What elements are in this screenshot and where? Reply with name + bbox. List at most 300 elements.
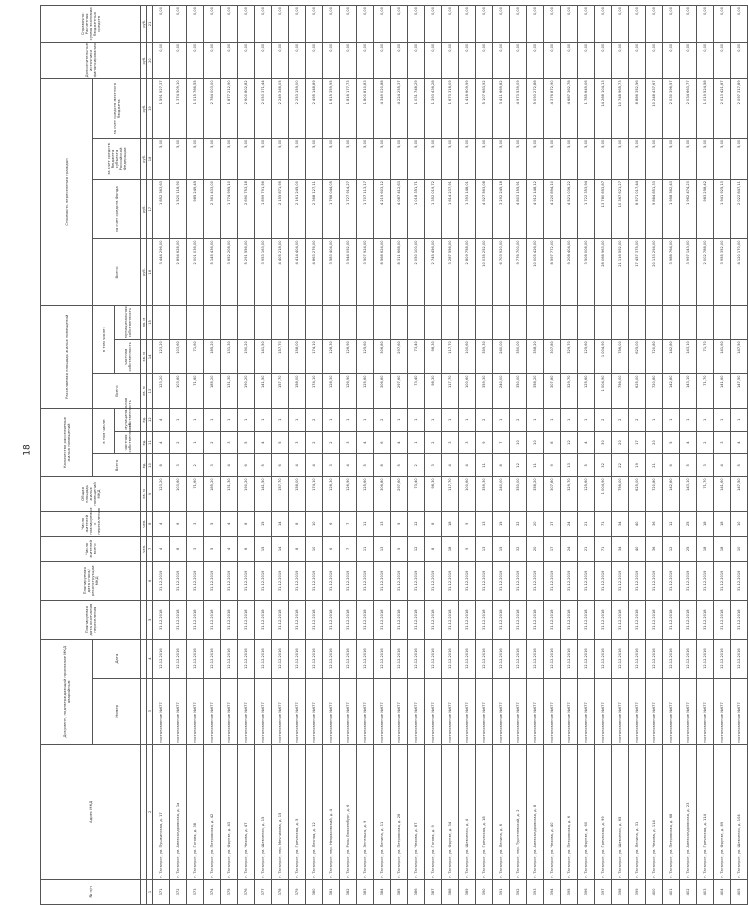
cell-fund: 4 927 563,08	[476, 180, 493, 239]
cell-ref: 0,00	[561, 6, 578, 43]
unit-m2: кв. м	[141, 305, 147, 339]
cell-addr: г. Таганрог, пер. Тургеневский, д. 2	[510, 744, 527, 879]
cell-dem: 31.12.2019	[272, 561, 289, 600]
cell-brf: 5,00	[425, 138, 442, 179]
cell-res: 3	[187, 536, 204, 561]
cell-no: постановление №677	[476, 678, 493, 744]
cell-dem: 31.12.2019	[170, 561, 187, 600]
cell-tot: 3 287 556,00	[442, 239, 459, 305]
cell-ex: 0,00	[221, 42, 238, 79]
cell-end: 31.12.2018	[646, 600, 663, 639]
cell-rp: 6	[323, 511, 340, 536]
cell-addr: г. Таганрог, ул. Фрунзе, д. 89	[714, 744, 731, 879]
cell-empty	[714, 305, 731, 339]
cell-bl: 5 107 683,92	[476, 79, 493, 138]
cell-pr: 20	[646, 431, 663, 454]
cell-rp: 18	[714, 511, 731, 536]
cell-area: 147,50	[731, 477, 748, 511]
table-row	[374, 6, 391, 905]
cell-date: 12.12.2016	[476, 639, 493, 678]
cell-ex: 0,00	[714, 42, 731, 79]
cell-mu: 1	[680, 408, 697, 431]
cell-no: постановление №677	[459, 678, 476, 744]
cell-date: 12.12.2016	[187, 639, 204, 678]
cell-no: постановление №677	[391, 678, 408, 744]
table-row	[408, 6, 425, 905]
cell-bl: 1 816 177,73	[340, 79, 357, 138]
cell-empty	[374, 305, 391, 339]
cell-date: 12.12.2016	[153, 639, 170, 678]
cell-empty	[663, 305, 680, 339]
cell-cnt: 8	[153, 454, 170, 477]
cell-no: постановление №677	[697, 678, 714, 744]
cell-empty	[289, 305, 306, 339]
cell-fund: 8 571 017,44	[629, 180, 646, 239]
cell-empty	[493, 305, 510, 339]
header-area-private: частная собственность	[115, 340, 141, 374]
header-area-municipal: муниципальная собственность	[115, 305, 141, 339]
cell-fund: 2 361 433,00	[204, 180, 221, 239]
cell-ex: 0,00	[731, 42, 748, 79]
cell-dem: 31.12.2019	[544, 561, 561, 600]
unit-rub: руб.	[141, 79, 147, 138]
table-row	[595, 6, 612, 905]
cell-rp: 36	[646, 511, 663, 536]
cell-pr: 1	[408, 431, 425, 454]
cell-rp: 10	[731, 511, 748, 536]
cell-tot: 4 120 170,00	[731, 239, 748, 305]
cell-mu: 1	[714, 408, 731, 431]
table-row	[697, 6, 714, 905]
cell-brf: 5,00	[391, 138, 408, 179]
cell-bl: 1 416 609,99	[459, 79, 476, 138]
cell-date: 12.12.2016	[289, 639, 306, 678]
cell-brf: 5,00	[561, 138, 578, 179]
header-plan-date: Планируемая дата окончания переселения	[41, 600, 141, 639]
cell-res: 40	[629, 536, 646, 561]
cell-date: 12.12.2016	[731, 639, 748, 678]
cell-addr: г. Таганрог, ул. Фрунзе, д. 43	[221, 744, 238, 879]
cell-area: 142,80	[663, 477, 680, 511]
cell-ar: 1 004,90	[595, 374, 612, 408]
column-index-cell: 1	[147, 879, 153, 904]
cell-addr: г. Таганрог, ул. Александровская, д. 23	[680, 744, 697, 879]
cell-area: 125,60	[578, 477, 595, 511]
cell-ar: 126,90	[340, 374, 357, 408]
cell-mu: 2	[612, 408, 629, 431]
cell-rp: 15	[255, 511, 272, 536]
cell-date: 12.12.2016	[221, 639, 238, 678]
cell-pr: 2	[425, 431, 442, 454]
cell-n: 376	[238, 879, 255, 904]
cell-rp: 32	[510, 511, 527, 536]
rotated-table-sheet	[40, 0, 741, 905]
cell-end: 31.12.2018	[153, 600, 170, 639]
cell-tot: 4 414 404,00	[289, 239, 306, 305]
cell-empty	[187, 305, 204, 339]
cell-area: 358,20	[527, 477, 544, 511]
cell-dem: 31.12.2019	[646, 561, 663, 600]
cell-area: 359,30	[476, 477, 493, 511]
table-row	[731, 6, 748, 905]
cell-bl: 2 030 396,57	[663, 79, 680, 138]
cell-pr: 5	[238, 431, 255, 454]
cell-fund: 1 393 148,01	[459, 180, 476, 239]
cell-dem: 31.12.2019	[697, 561, 714, 600]
header-budget-rf: за счет средств бюджета субъекта Российской Федерации	[93, 138, 141, 179]
cell-end: 31.12.2018	[204, 600, 221, 639]
cell-dem: 31.12.2019	[629, 561, 646, 600]
cell-ar: 359,30	[476, 374, 493, 408]
cell-ex: 0,00	[663, 42, 680, 79]
cell-pr: 5	[272, 431, 289, 454]
cell-bl: 1 673 318,09	[442, 79, 459, 138]
cell-date: 12.12.2016	[204, 639, 221, 678]
unit-m2: кв. м	[141, 374, 147, 408]
cell-addr: г. Таганрог, ул. Шевченко, д. 65	[612, 744, 629, 879]
cell-cnt: 5	[357, 454, 374, 477]
cell-no: постановление №677	[714, 678, 731, 744]
cell-bl: 2 253 159,00	[289, 79, 306, 138]
cell-pr: 2	[306, 431, 323, 454]
cell-ar: 1 004,90	[595, 340, 612, 374]
cell-no: постановление №677	[493, 678, 510, 744]
cell-empty	[306, 305, 323, 339]
table-row	[323, 6, 340, 905]
cell-tot: 10 035 252,00	[476, 239, 493, 305]
cell-no: постановление №677	[204, 678, 221, 744]
cell-brf: 5,00	[663, 138, 680, 179]
cell-cnt: 8	[493, 454, 510, 477]
cell-ar: 720,80	[646, 340, 663, 374]
cell-bl: 1 785 649,06	[578, 79, 595, 138]
column-index-cell: 12	[147, 408, 153, 431]
cell-fund: 4 087 412,63	[391, 180, 408, 239]
cell-empty	[238, 305, 255, 339]
cell-dem: 31.12.2019	[408, 561, 425, 600]
cell-ar: 142,80	[663, 340, 680, 374]
cell-mu: 2	[595, 408, 612, 431]
cell-ar: 147,50	[731, 374, 748, 408]
cell-area: 157,70	[272, 477, 289, 511]
cell-date: 12.12.2016	[391, 639, 408, 678]
cell-dem: 31.12.2019	[595, 561, 612, 600]
cell-date: 12.12.2016	[714, 639, 731, 678]
cell-empty	[323, 305, 340, 339]
cell-rp: 71	[595, 511, 612, 536]
cell-fund: 9 884 851,33	[646, 180, 663, 239]
cell-rp: 21	[578, 511, 595, 536]
cell-dem: 31.12.2019	[289, 561, 306, 600]
cell-no: постановление №677	[561, 678, 578, 744]
cell-area: 756,00	[612, 477, 629, 511]
cell-pr: 6	[374, 431, 391, 454]
header-reference: Справочно: Расчетная сумма экономии бюджетных средств	[41, 6, 141, 43]
cell-no: постановление №677	[510, 678, 527, 744]
cell-n: 397	[595, 879, 612, 904]
cell-ar: 141,50	[255, 340, 272, 374]
cell-cnt: 4	[340, 454, 357, 477]
cell-no: постановление №677	[527, 678, 544, 744]
cell-ex: 0,00	[697, 42, 714, 79]
cell-dem: 31.12.2019	[374, 561, 391, 600]
cell-bl: 4 376 872,90	[544, 79, 561, 138]
cell-ar: 125,60	[357, 340, 374, 374]
cell-cnt: 2	[187, 454, 204, 477]
cell-pr: 2	[323, 431, 340, 454]
table-row	[255, 6, 272, 905]
cell-end: 31.12.2018	[340, 600, 357, 639]
cell-date: 12.12.2016	[255, 639, 272, 678]
cell-mu: 1	[391, 408, 408, 431]
cell-ar: 125,60	[357, 374, 374, 408]
cell-cnt: 5	[731, 454, 748, 477]
cell-pr: 8	[544, 431, 561, 454]
cell-ex: 0,00	[629, 42, 646, 79]
header-rooms-count: Количество расселяемых жилых помещений	[41, 408, 93, 477]
cell-ar: 73,40	[408, 340, 425, 374]
cell-end: 31.12.2018	[527, 600, 544, 639]
cell-mu: 1	[238, 408, 255, 431]
cell-n: 399	[629, 879, 646, 904]
column-index-cell: 10	[147, 454, 153, 477]
cell-ar: 143,10	[680, 374, 697, 408]
cell-brf: 5,00	[323, 138, 340, 179]
table-row	[544, 6, 561, 905]
cell-tot: 3 444 296,00	[153, 239, 170, 305]
cell-rp: 4	[153, 511, 170, 536]
cell-bl: 1 374 509,10	[170, 79, 187, 138]
cell-tot: 5 145 436,00	[204, 239, 221, 305]
cell-pr: 4	[578, 431, 595, 454]
cell-ref: 0,00	[204, 6, 221, 43]
cell-ref: 0,00	[476, 6, 493, 43]
cell-end: 31.12.2018	[612, 600, 629, 639]
cell-bl: 10 748 965,73	[612, 79, 629, 138]
unit-ed: ед.	[141, 408, 147, 431]
cell-end: 31.12.2018	[510, 600, 527, 639]
cell-fund: 1 768 044,05	[323, 180, 340, 239]
cell-dem: 31.12.2019	[425, 561, 442, 600]
cell-empty	[425, 305, 442, 339]
cell-mu: 1	[340, 408, 357, 431]
cell-dem: 31.12.2019	[238, 561, 255, 600]
cell-pr: 4	[391, 431, 408, 454]
cell-bl: 2 013 421,87	[714, 79, 731, 138]
cell-area: 185,20	[204, 477, 221, 511]
cell-rp: 13	[374, 511, 391, 536]
cell-tot: 5 291 556,00	[238, 239, 255, 305]
cell-rp: 12	[663, 511, 680, 536]
cell-rp: 3	[187, 511, 204, 536]
cell-no: постановление №677	[595, 678, 612, 744]
cell-mu: 1	[697, 408, 714, 431]
table-row	[272, 6, 289, 905]
column-index-cell: 16	[147, 239, 153, 305]
cell-cnt: 5	[255, 454, 272, 477]
cell-n: 378	[272, 879, 289, 904]
cell-brf: 5,00	[595, 138, 612, 179]
unit-ed: ед.	[141, 431, 147, 454]
cell-res: 4	[153, 536, 170, 561]
cell-ref: 0,00	[255, 6, 272, 43]
relocation-table	[40, 5, 748, 905]
cell-area: 71,70	[697, 477, 714, 511]
cell-date: 12.12.2016	[374, 639, 391, 678]
cell-bl: 1 015 786,55	[187, 79, 204, 138]
cell-end: 31.12.2018	[391, 600, 408, 639]
cell-ar: 100,60	[459, 374, 476, 408]
cell-res: 4	[221, 536, 238, 561]
cell-cnt: 4	[714, 454, 731, 477]
cell-mu: 1	[408, 408, 425, 431]
cell-rp: 7	[340, 511, 357, 536]
header-doc-date: Дата	[93, 639, 141, 678]
cell-ref: 0,00	[731, 6, 748, 43]
cell-ex: 0,00	[187, 42, 204, 79]
cell-pr: 20	[612, 431, 629, 454]
table-row	[646, 6, 663, 905]
header-area-relocate: Расселяемая площадь жилых помещений	[41, 305, 93, 408]
cell-end: 31.12.2018	[561, 600, 578, 639]
cell-pr: 2	[170, 431, 187, 454]
cell-n: 382	[340, 879, 357, 904]
cell-ar: 240,00	[493, 340, 510, 374]
cell-mu: 1	[561, 408, 578, 431]
cell-mu: 2	[306, 408, 323, 431]
cell-ar: 329,70	[561, 374, 578, 408]
cell-area: 71,60	[187, 477, 204, 511]
cell-res: 13	[374, 536, 391, 561]
cell-fund: 10 367 621,27	[612, 180, 629, 239]
cell-ex: 0,00	[442, 42, 459, 79]
cell-area: 141,60	[714, 477, 731, 511]
cell-dem: 31.12.2019	[680, 561, 697, 600]
cell-area: 240,00	[493, 477, 510, 511]
cell-n: 383	[357, 879, 374, 904]
column-index-cell: 14	[147, 340, 153, 374]
cell-dem: 31.12.2019	[714, 561, 731, 600]
cell-ex: 0,00	[408, 42, 425, 79]
cell-cnt: 12	[510, 454, 527, 477]
cell-dem: 31.12.2019	[493, 561, 510, 600]
cell-fund: 1 352 019,72	[425, 180, 442, 239]
cell-cnt: 5	[391, 454, 408, 477]
cell-ar: 71,60	[187, 340, 204, 374]
cell-brf: 5,00	[357, 138, 374, 179]
cell-end: 31.12.2018	[374, 600, 391, 639]
cell-no: постановление №677	[442, 678, 459, 744]
header-no: № п/п	[41, 879, 141, 904]
column-index-cell: 17	[147, 180, 153, 239]
cell-res: 12	[663, 536, 680, 561]
cell-empty	[442, 305, 459, 339]
cell-res: 8	[170, 536, 187, 561]
table-row	[578, 6, 595, 905]
cell-dem: 31.12.2019	[561, 561, 578, 600]
cell-mu: 2	[476, 408, 493, 431]
cell-empty	[544, 305, 561, 339]
cell-res: 36	[646, 536, 663, 561]
cell-ar: 720,80	[646, 374, 663, 408]
cell-tot: 8 311 668,00	[391, 239, 408, 305]
cell-pr: 30	[595, 431, 612, 454]
cell-brf: 5,00	[544, 138, 561, 179]
header-incl: в том числе:	[93, 408, 115, 454]
cell-ar: 157,70	[272, 340, 289, 374]
cell-empty	[408, 305, 425, 339]
cell-no: постановление №677	[408, 678, 425, 744]
cell-mu: 1	[442, 408, 459, 431]
cell-empty	[272, 305, 289, 339]
cell-empty	[612, 305, 629, 339]
cell-end: 31.12.2018	[187, 600, 204, 639]
cell-dem: 31.12.2019	[510, 561, 527, 600]
cell-fund: 4 219 603,12	[374, 180, 391, 239]
cell-rp: 8	[289, 511, 306, 536]
unit-rub: руб.	[141, 138, 147, 179]
cell-ar: 71,70	[697, 374, 714, 408]
header-extra: Дополнительные источники финансирования	[41, 42, 141, 79]
cell-ar: 125,60	[578, 374, 595, 408]
cell-no: постановление №677	[357, 678, 374, 744]
cell-ex: 0,00	[306, 42, 323, 79]
table-row	[153, 6, 170, 905]
cell-area: 117,70	[442, 477, 459, 511]
cell-empty	[731, 305, 748, 339]
cell-cnt: 3	[697, 454, 714, 477]
cell-empty	[391, 305, 408, 339]
unit-m2: кв. м	[141, 477, 147, 511]
cell-ref: 0,00	[442, 6, 459, 43]
cell-ex: 0,00	[544, 42, 561, 79]
cell-res: 18	[714, 536, 731, 561]
cell-end: 31.12.2018	[578, 600, 595, 639]
cell-mu: 1	[272, 408, 289, 431]
cell-rp: 5	[391, 511, 408, 536]
cell-brf: 5,00	[714, 138, 731, 179]
cell-res: 18	[442, 536, 459, 561]
cell-cnt: 4	[289, 454, 306, 477]
cell-date: 12.12.2016	[357, 639, 374, 678]
cell-ar: 158,00	[289, 340, 306, 374]
cell-area: 126,90	[340, 477, 357, 511]
cell-rp: 18	[442, 511, 459, 536]
cell-tot: 4 405 218,00	[272, 239, 289, 305]
cell-pr: 10	[527, 431, 544, 454]
cell-rp: 14	[272, 511, 289, 536]
cell-no: постановление №677	[221, 678, 238, 744]
cell-brf: 5,00	[408, 138, 425, 179]
cell-brf: 5,00	[238, 138, 255, 179]
cell-empty	[697, 305, 714, 339]
cell-bl: 2 784 003,00	[204, 79, 221, 138]
cell-n: 384	[374, 879, 391, 904]
cell-bl: 1 815 359,95	[323, 79, 340, 138]
cell-ar: 625,00	[629, 374, 646, 408]
column-index-cell: 4	[147, 639, 153, 678]
cell-no: постановление №677	[731, 678, 748, 744]
cell-tot: 10 005 426,00	[527, 239, 544, 305]
cell-area: 307,80	[544, 477, 561, 511]
cell-date: 12.12.2016	[306, 639, 323, 678]
cell-addr: г. Таганрог, ул. Шевченко, д. 104	[731, 744, 748, 879]
cell-rp: 15	[493, 511, 510, 536]
cell-ar: 158,00	[289, 374, 306, 408]
table-row	[187, 6, 204, 905]
cell-date: 12.12.2016	[663, 639, 680, 678]
table-row	[510, 6, 527, 905]
